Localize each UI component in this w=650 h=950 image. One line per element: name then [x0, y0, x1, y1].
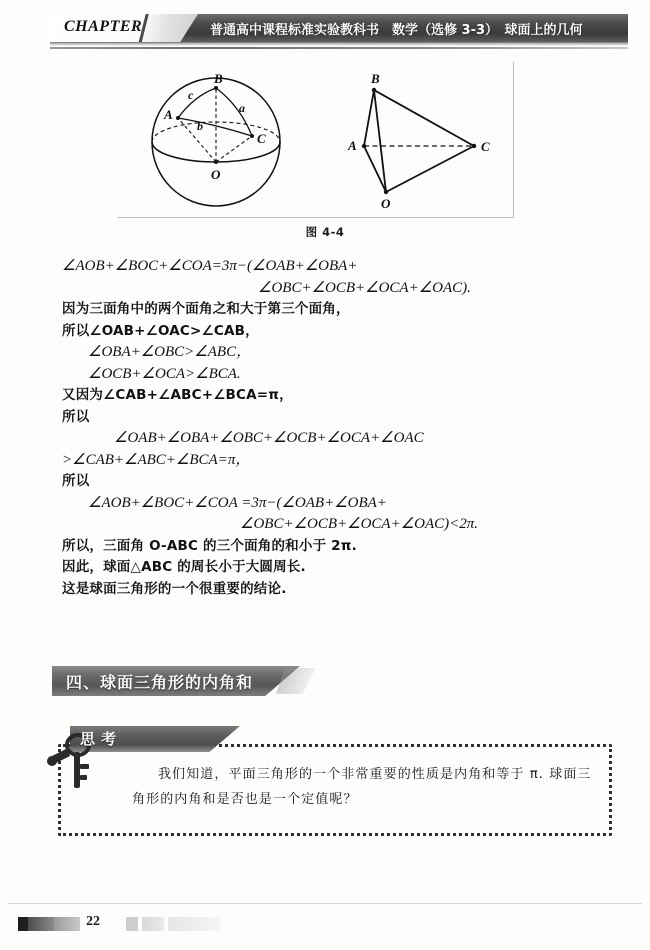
proof-line: 所以∠OAB+∠OAC>∠CAB， [62, 322, 259, 339]
proof-line: >∠CAB+∠ABC+∠BCA=π， [62, 451, 251, 468]
label-C: C [257, 131, 266, 146]
label-arc-c: c [188, 88, 194, 102]
point-O [384, 190, 388, 194]
page-number: 22 [86, 914, 100, 929]
book-title: 普通高中课程标准实验教科书 数学（选修 3-3） 球面上的几何 [210, 23, 583, 38]
proof-line: ∠OBA+∠OBC>∠ABC， [88, 344, 252, 360]
arc-b-AC [178, 118, 252, 136]
point-C [250, 134, 254, 138]
proof-line: 这是球面三角形的一个很重要的结论. [62, 580, 287, 597]
label-arc-b: b [197, 119, 203, 133]
label-O: O [381, 196, 391, 211]
proof-line: 所以 [62, 408, 90, 425]
page-footer [0, 903, 650, 939]
footer-swatch [126, 917, 138, 931]
radius-OC [216, 136, 252, 162]
label-A: A [164, 107, 173, 122]
arc-c-AB [178, 88, 216, 118]
footer-rule [8, 903, 642, 904]
proof-line: 因此，球面△ABC 的周长小于大圆周长. [62, 559, 306, 575]
proof-line: 所以 [62, 473, 90, 489]
edge-OC [386, 146, 474, 192]
point-C [472, 144, 476, 148]
proof-line: ∠OCB+∠OCA>∠BCA. [88, 365, 241, 382]
edge-AB [364, 90, 374, 146]
think-callout [44, 726, 614, 836]
label-C: C [481, 139, 490, 154]
label-B: B [371, 71, 380, 86]
figure-4-4 [118, 62, 514, 218]
section-heading-banner [52, 666, 300, 696]
proof-line: ∠OAB+∠OBA+∠OBC+∠OCB+∠OCA+∠OAC [114, 430, 424, 446]
think-label: 思考 [80, 730, 123, 748]
footer-swatch [28, 917, 54, 931]
proof-line: 所以，三面角 O-ABC 的三个面角的和小于 2π. [62, 537, 357, 554]
point-B [214, 86, 218, 90]
arc-a-BC [216, 88, 252, 136]
edge-BO [374, 90, 386, 192]
edge-BC [374, 90, 474, 146]
footer-swatch [18, 917, 28, 931]
header-rule [50, 47, 628, 49]
footer-swatch [142, 917, 164, 931]
sphere-diagram [128, 66, 338, 218]
proof-line: ∠AOB+∠BOC+∠COA =3π−(∠OAB+∠OBA+ [88, 494, 387, 511]
label-arc-a: a [239, 101, 245, 115]
label-A: A [348, 138, 357, 153]
section-heading: 四、球面三角形的内角和 [66, 673, 254, 692]
point-O [214, 160, 218, 164]
proof-body [62, 256, 622, 600]
running-header [50, 14, 628, 44]
point-A [362, 144, 366, 148]
proof-line: 因为三面角中的两个面角之和大于第三个面角， [62, 301, 350, 317]
tetrahedron-diagram [326, 68, 501, 216]
label-O: O [211, 167, 221, 182]
footer-swatch [54, 917, 80, 931]
figure-caption: 图 4-4 [305, 225, 345, 239]
point-A [176, 116, 180, 120]
proof-line: ∠OBC+∠OCB+∠OCA+∠OAC). [258, 279, 471, 296]
proof-line: ∠OBC+∠OCB+∠OCA+∠OAC)<2π. [240, 516, 479, 532]
point-B [372, 88, 376, 92]
proof-line: ∠AOB+∠BOC+∠COA=3π−(∠OAB+∠OBA+ [62, 258, 358, 274]
label-B: B [214, 71, 223, 86]
think-question: 我们知道，平面三角形的一个非常重要的性质是内角和等于 π. 球面三角形的内角和是否也是一个定值呢？ [132, 767, 592, 807]
chapter-label: CHAPTER [64, 18, 143, 35]
proof-line: 又因为∠CAB+∠ABC+∠BCA=π， [62, 387, 293, 403]
footer-swatch [168, 917, 220, 931]
